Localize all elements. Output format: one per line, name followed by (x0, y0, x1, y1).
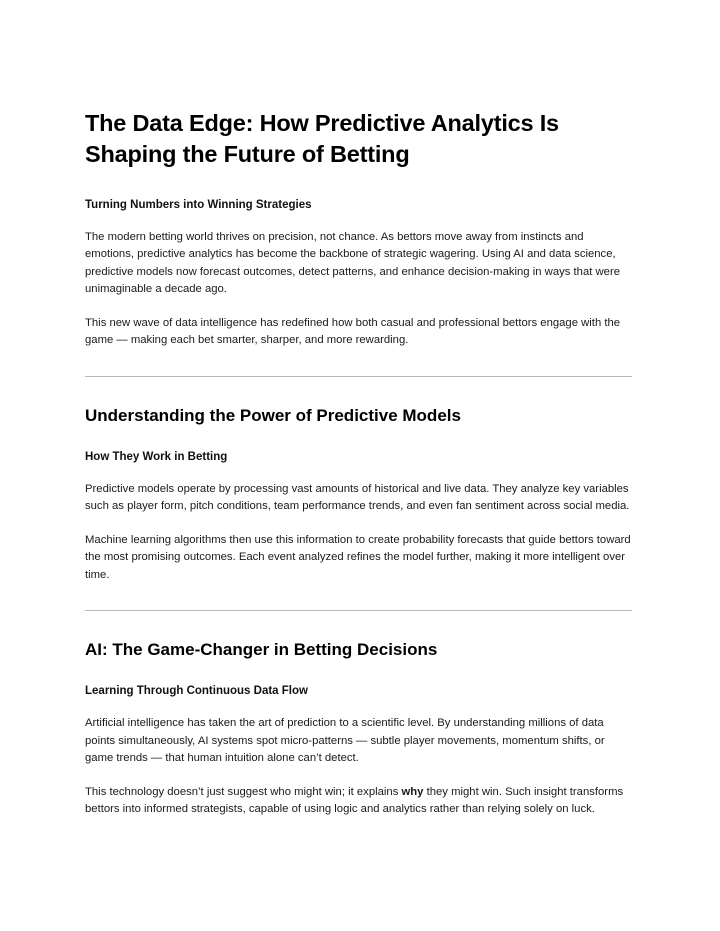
page-title: The Data Edge: How Predictive Analytics Is Shaping the Future of Betting (85, 110, 559, 168)
intro-subheading: Turning Numbers into Winning Strategies (85, 198, 312, 211)
section-1-subheading: How They Work in Betting (85, 450, 228, 463)
section-divider-2 (85, 610, 632, 611)
section-2-paragraph-1: Artificial intelligence has taken the art of prediction to a scientific level. By understanding millions of data points simultaneously, AI systems spot micro-patterns — subtle player movements, momentum shifts, or game trends — that human intuition alone can’t detect. (85, 717, 605, 765)
section-2-subheading: Learning Through Continuous Data Flow (85, 685, 308, 698)
section-2-paragraph-2 (85, 784, 632, 819)
section-2-paragraph-2-part-2: they might win. Such insight transforms bettors into informed strategists, capable of using logic and analytics rather than relying solely on luck. (85, 785, 624, 816)
intro-paragraph-2: This new wave of data intelligence has redefined how both casual and professional bettors engage with the game — making each bet smarter, sharper, and more rewarding. (85, 316, 621, 347)
section-1-paragraph-1: Predictive models operate by processing vast amounts of historical and live data. They analyze key variables such as player form, pitch conditions, team performance trends, and even fan sentiment across social media. (85, 482, 630, 513)
section-1-title: Understanding the Power of Predictive Models (85, 405, 461, 425)
intro-paragraph-1: The modern betting world thrives on precision, not chance. As bettors move away from instincts and emotions, predictive analytics has become the backbone of strategic wagering. Using AI and data science, predictive models now forecast outcomes, detect patterns, and enhance decision-making in ways that were unimaginable a decade ago. (85, 230, 621, 296)
section-1-paragraph-2: Machine learning algorithms then use this information to create probability forecasts that guide bettors toward the most promising outcomes. Each event analyzed refines the model further, making it more intelligent over time. (85, 533, 631, 581)
section-2-paragraph-2-emphasis: why (401, 785, 424, 798)
section-2-title: AI: The Game-Changer in Betting Decisions (85, 640, 438, 660)
section-2-paragraph-2-part-1: This technology doesn’t just suggest who might win; it explains (85, 785, 402, 798)
section-divider-1 (85, 376, 632, 377)
section-predictive-models (85, 405, 632, 585)
section-ai-decisions (85, 639, 632, 819)
intro-section (85, 197, 632, 350)
